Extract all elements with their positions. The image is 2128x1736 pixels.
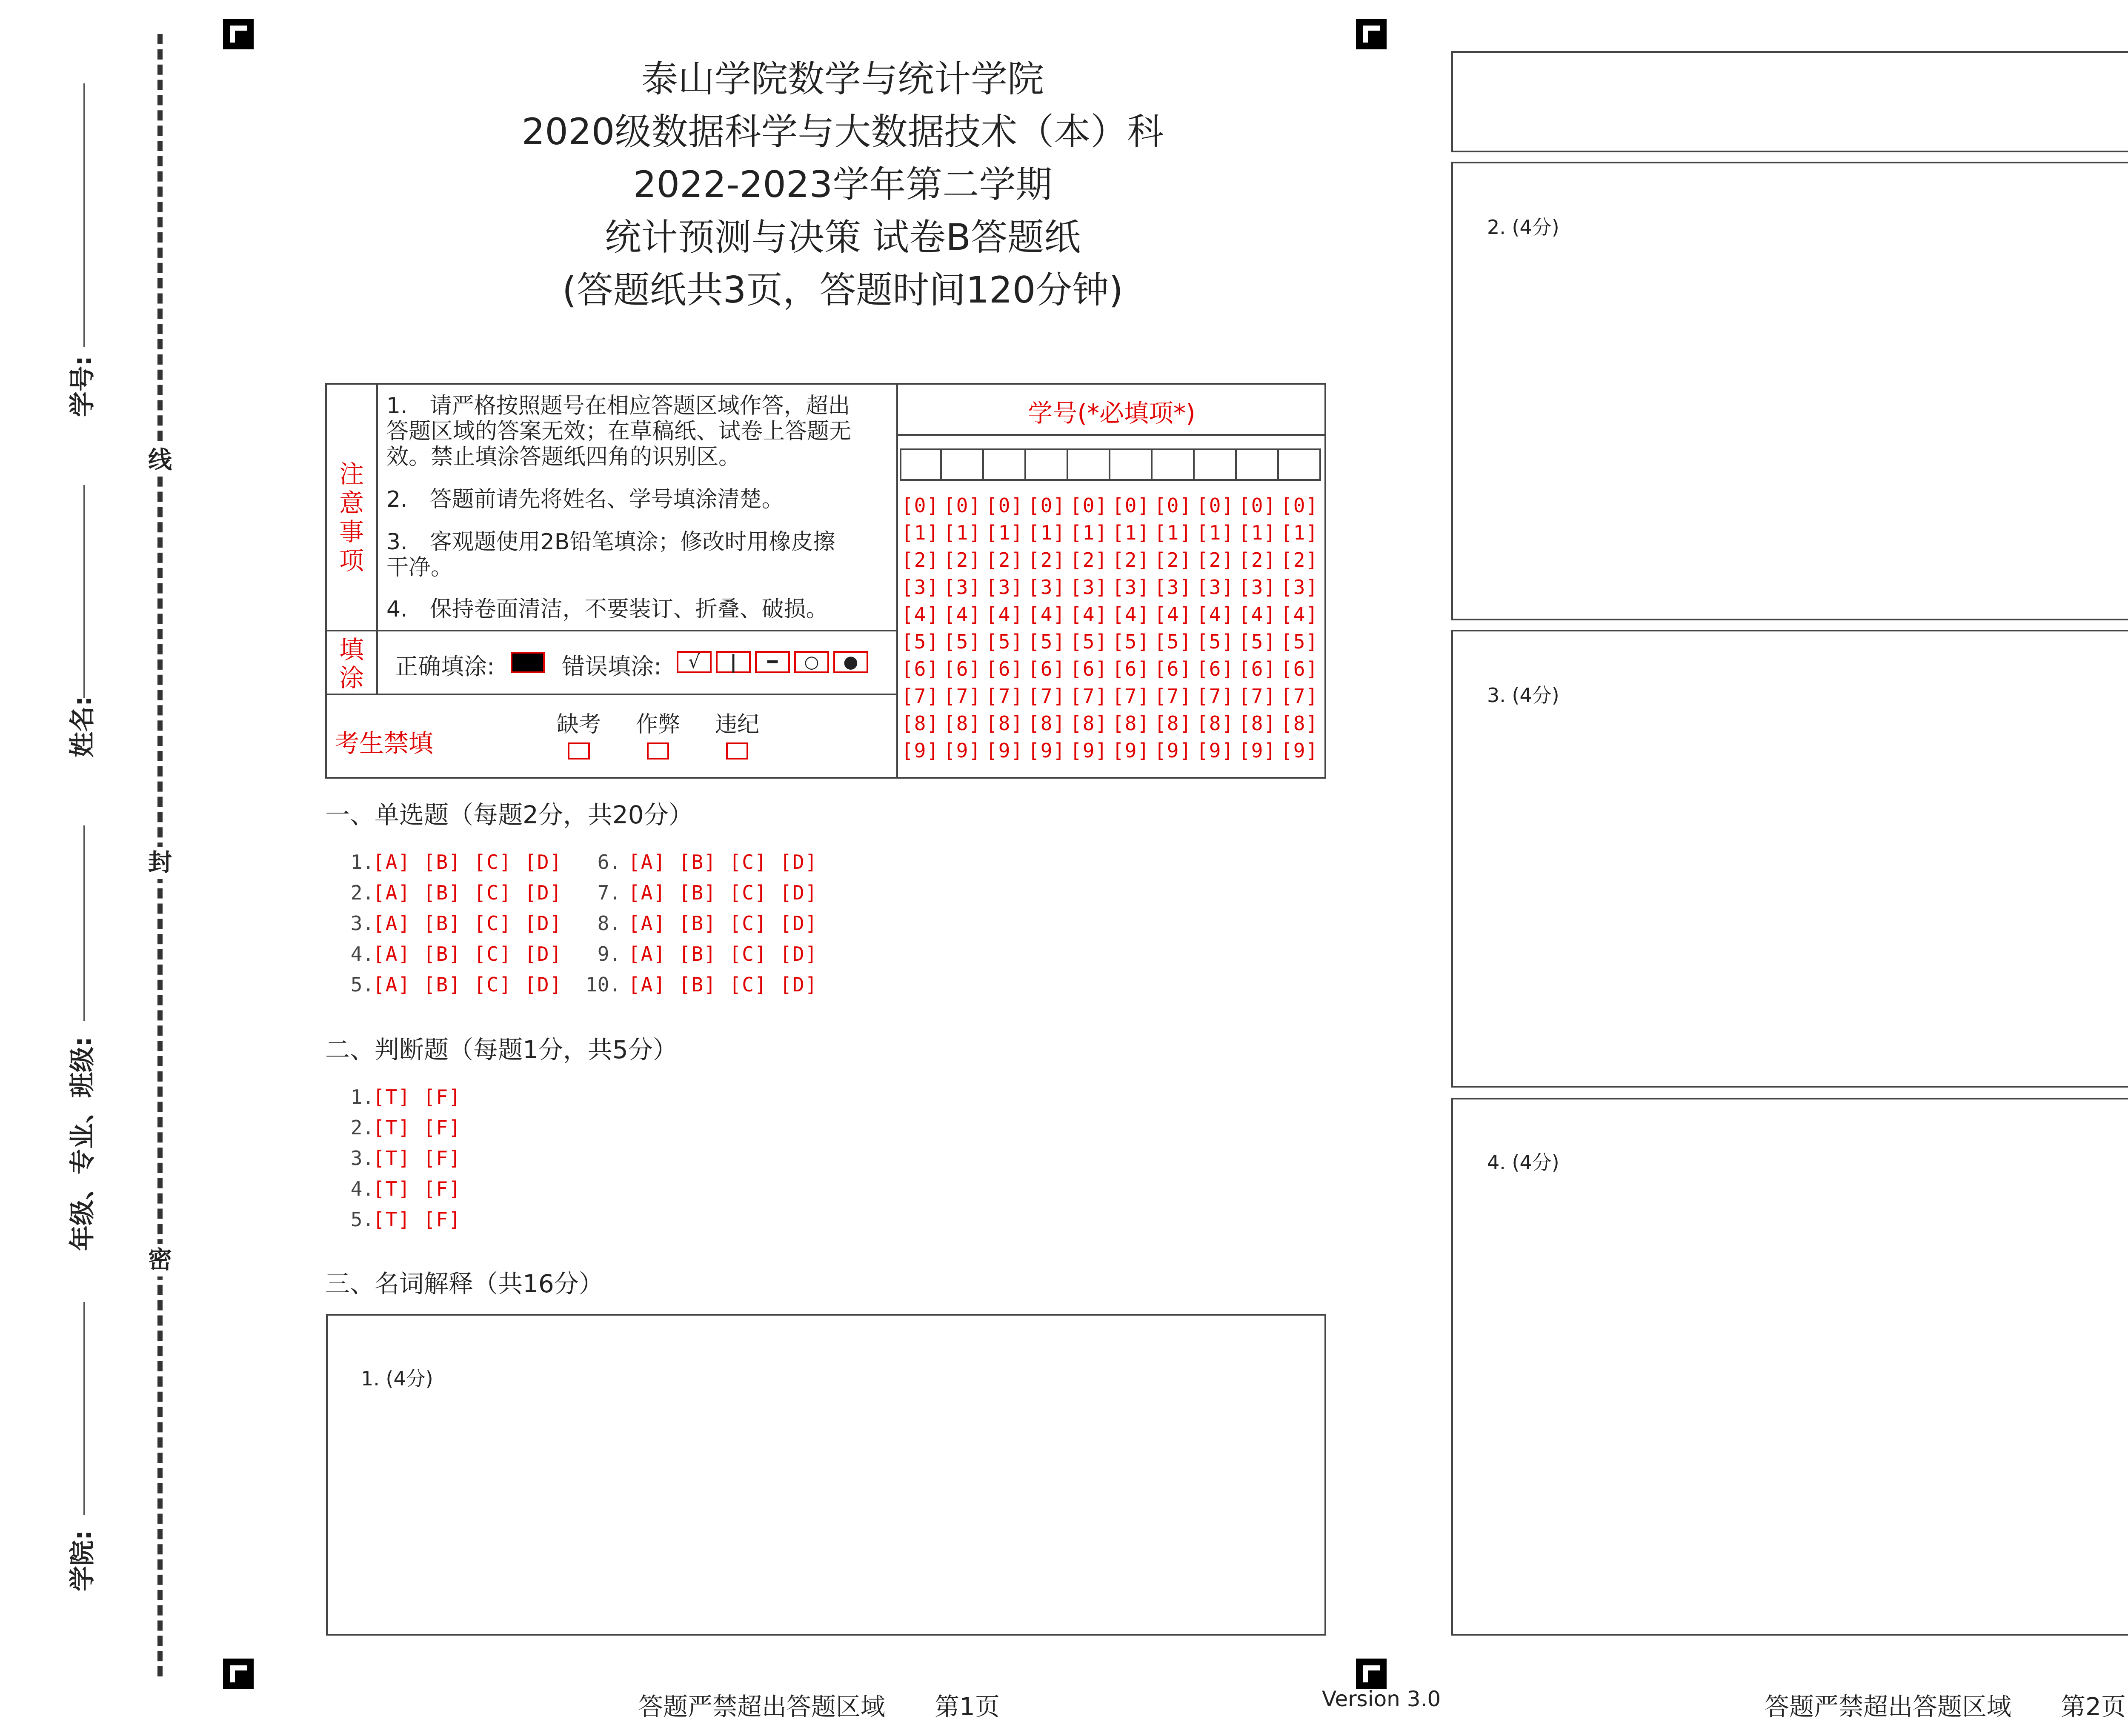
question-score-q3: 3. (4分) bbox=[1487, 684, 1559, 707]
side-label-class: 年级、专业、班级: bbox=[68, 1036, 97, 1251]
id-bubble[interactable]: [7] bbox=[1112, 685, 1150, 708]
class-write-line bbox=[83, 825, 85, 1021]
title-info: (答题纸共3页，答题时间120分钟) bbox=[562, 269, 1123, 311]
id-column bbox=[986, 492, 1028, 764]
id-write-box[interactable] bbox=[1279, 448, 1321, 481]
mcq-options[interactable]: [A] [B] [C] [D] bbox=[373, 912, 563, 935]
mcq-number: 10. bbox=[586, 973, 621, 996]
id-bubble[interactable]: [7] bbox=[944, 685, 982, 708]
answer-box-top-continuation[interactable] bbox=[1451, 51, 2128, 152]
forbidden-absent-box[interactable] bbox=[568, 742, 590, 760]
notice-item-4: 4. 保持卷面清洁，不要装订、折叠、破损。 bbox=[386, 597, 828, 622]
id-bubble[interactable]: [4] bbox=[901, 603, 940, 626]
id-bubble[interactable]: [4] bbox=[1112, 603, 1150, 626]
forbidden-label: 考生禁填 bbox=[335, 729, 434, 758]
id-bubble[interactable]: [1] bbox=[1196, 521, 1235, 544]
notice-item-2: 2. 答题前请先将姓名、学号填涂清楚。 bbox=[386, 487, 784, 512]
id-write-box[interactable] bbox=[1195, 448, 1237, 481]
id-bubble[interactable]: [6] bbox=[901, 657, 940, 680]
id-bubble[interactable]: [5] bbox=[1154, 630, 1193, 653]
id-write-box[interactable] bbox=[1153, 448, 1195, 481]
id-column bbox=[1154, 492, 1196, 764]
id-bubble[interactable]: [2] bbox=[1028, 548, 1066, 571]
id-bubble[interactable]: [5] bbox=[944, 630, 982, 653]
mcq-options[interactable]: [A] [B] [C] [D] bbox=[628, 881, 818, 904]
id-bubble[interactable]: [3] bbox=[944, 576, 982, 599]
id-bubble[interactable]: [9] bbox=[944, 739, 982, 762]
id-bubble[interactable]: [4] bbox=[1196, 603, 1235, 626]
id-bubble[interactable]: [8] bbox=[1028, 712, 1066, 735]
id-bubble[interactable]: [8] bbox=[1154, 712, 1193, 735]
footer-page1: 答题严禁超出答题区域 第1页 bbox=[638, 1692, 1000, 1721]
tf-row bbox=[339, 1143, 461, 1174]
tf-number: 4. bbox=[339, 1177, 375, 1200]
info-box-divider-vertical bbox=[896, 383, 898, 779]
id-bubble[interactable]: [9] bbox=[901, 739, 940, 762]
wrong-sample-dash: ━ bbox=[755, 651, 790, 673]
mcq-options[interactable]: [A] [B] [C] [D] bbox=[628, 851, 818, 874]
id-bubble[interactable]: [5] bbox=[1070, 630, 1108, 653]
question-score-q4: 4. (4分) bbox=[1487, 1151, 1559, 1174]
section2-title: 二、判断题（每题1分，共5分） bbox=[325, 1035, 678, 1064]
id-bubble[interactable]: [6] bbox=[1154, 657, 1193, 680]
id-column bbox=[1196, 492, 1238, 764]
forbidden-violation bbox=[712, 706, 763, 761]
id-bubble[interactable]: [3] bbox=[1238, 576, 1277, 599]
mcq-options[interactable]: [A] [B] [C] [D] bbox=[373, 881, 563, 904]
mcq-row bbox=[339, 939, 841, 969]
tf-options[interactable]: [T] [F] bbox=[373, 1116, 461, 1139]
id-bubble[interactable]: [2] bbox=[1281, 548, 1319, 571]
mcq-options[interactable]: [A] [B] [C] [D] bbox=[373, 973, 563, 996]
id-bubble[interactable]: [5] bbox=[1028, 630, 1066, 653]
id-bubble[interactable]: [0] bbox=[1281, 494, 1319, 517]
id-bubble[interactable]: [0] bbox=[901, 494, 940, 517]
id-write-box[interactable] bbox=[1026, 448, 1068, 481]
title-term: 2022-2023学年第二学期 bbox=[633, 163, 1053, 206]
mcq-number: 1. bbox=[339, 851, 375, 874]
id-bubble[interactable]: [7] bbox=[1028, 685, 1066, 708]
section1-title: 一、单选题（每题2分，共20分） bbox=[325, 800, 693, 829]
id-bubble[interactable]: [8] bbox=[986, 712, 1024, 735]
id-bubble[interactable]: [1] bbox=[1281, 521, 1319, 544]
id-bubble[interactable]: [6] bbox=[1238, 657, 1277, 680]
footer-version: Version 3.0 bbox=[1322, 1687, 1441, 1711]
id-bubble[interactable]: [1] bbox=[944, 521, 982, 544]
id-bubble[interactable]: [7] bbox=[1281, 685, 1319, 708]
id-bubble[interactable]: [2] bbox=[1070, 548, 1108, 571]
id-bubble[interactable]: [4] bbox=[1281, 603, 1319, 626]
id-bubble[interactable]: [4] bbox=[1070, 603, 1108, 626]
tf-number: 3. bbox=[339, 1147, 375, 1170]
tf-row bbox=[339, 1174, 461, 1204]
id-bubble[interactable]: [3] bbox=[1154, 576, 1193, 599]
id-bubble[interactable]: [6] bbox=[1028, 657, 1066, 680]
id-bubble[interactable]: [0] bbox=[1028, 494, 1066, 517]
tf-options[interactable]: [T] [F] bbox=[373, 1177, 461, 1200]
id-bubble[interactable]: [3] bbox=[1196, 576, 1235, 599]
id-bubble[interactable]: [2] bbox=[1154, 548, 1193, 571]
tf-row bbox=[339, 1112, 461, 1143]
id-bubble[interactable]: [6] bbox=[1281, 657, 1319, 680]
tf-row bbox=[339, 1082, 461, 1112]
id-bubble[interactable]: [4] bbox=[1028, 603, 1066, 626]
corner-marker-bottom-center bbox=[1356, 1659, 1387, 1689]
id-bubble[interactable]: [2] bbox=[986, 548, 1024, 571]
mcq-number: 8. bbox=[586, 912, 621, 935]
id-bubble[interactable]: [9] bbox=[1238, 739, 1277, 762]
wrong-sample-circle: ○ bbox=[794, 651, 829, 673]
id-column bbox=[1112, 492, 1154, 764]
fill-label: 填涂 bbox=[339, 635, 364, 692]
mcq-row bbox=[339, 877, 841, 908]
id-bubble[interactable]: [6] bbox=[1070, 657, 1108, 680]
student-id-bubble-grid bbox=[901, 492, 1323, 764]
id-bubble[interactable]: [9] bbox=[1028, 739, 1066, 762]
id-bubble[interactable]: [9] bbox=[1154, 739, 1193, 762]
student-id-write-line bbox=[83, 83, 85, 347]
id-bubble[interactable]: [0] bbox=[1154, 494, 1193, 517]
id-bubble[interactable]: [4] bbox=[1238, 603, 1277, 626]
id-bubble[interactable]: [4] bbox=[944, 603, 982, 626]
fill-correct-label: 正确填涂: bbox=[395, 653, 495, 680]
tf-number: 2. bbox=[339, 1116, 375, 1139]
side-label-name: 姓名: bbox=[68, 696, 97, 757]
id-bubble[interactable]: [5] bbox=[1281, 630, 1319, 653]
student-id-title-divider bbox=[898, 434, 1325, 436]
fold-mark-xian: 线 bbox=[144, 444, 176, 477]
corner-marker-top-center bbox=[1356, 19, 1387, 49]
id-bubble[interactable]: [7] bbox=[901, 685, 940, 708]
fill-wrong-label: 错误填涂: bbox=[562, 653, 662, 680]
wrong-sample-check: √ bbox=[677, 651, 712, 673]
id-bubble[interactable]: [7] bbox=[1196, 685, 1235, 708]
id-bubble[interactable]: [0] bbox=[944, 494, 982, 517]
id-write-box[interactable] bbox=[1068, 448, 1110, 481]
mcq-options[interactable]: [A] [B] [C] [D] bbox=[373, 942, 563, 965]
name-write-line bbox=[83, 485, 85, 698]
id-bubble[interactable]: [8] bbox=[1070, 712, 1108, 735]
mcq-row bbox=[339, 969, 841, 1000]
id-bubble[interactable]: [8] bbox=[1238, 712, 1277, 735]
id-column bbox=[1238, 492, 1281, 764]
id-bubble[interactable]: [3] bbox=[901, 576, 940, 599]
id-write-box[interactable] bbox=[942, 448, 984, 481]
id-bubble[interactable]: [5] bbox=[986, 630, 1024, 653]
mcq-number: 2. bbox=[339, 881, 375, 904]
section2-grid bbox=[339, 1082, 461, 1235]
id-bubble[interactable]: [2] bbox=[1196, 548, 1235, 571]
id-bubble[interactable]: [5] bbox=[1238, 630, 1277, 653]
answer-box-q1[interactable] bbox=[326, 1314, 1326, 1636]
id-bubble[interactable]: [0] bbox=[1070, 494, 1108, 517]
id-bubble[interactable]: [0] bbox=[1112, 494, 1150, 517]
id-bubble[interactable]: [0] bbox=[986, 494, 1024, 517]
id-bubble[interactable]: [4] bbox=[1154, 603, 1193, 626]
mcq-number: 6. bbox=[586, 851, 621, 874]
forbidden-violation-label: 违纪 bbox=[715, 712, 759, 737]
fill-bottom-divider bbox=[325, 694, 897, 695]
forbidden-cheat bbox=[632, 706, 684, 761]
fill-wrong-samples bbox=[677, 651, 868, 673]
id-bubble[interactable]: [1] bbox=[1238, 521, 1277, 544]
id-bubble[interactable]: [8] bbox=[1196, 712, 1235, 735]
mcq-row bbox=[339, 908, 841, 939]
id-bubble[interactable]: [5] bbox=[901, 630, 940, 653]
id-write-box[interactable] bbox=[1110, 448, 1153, 481]
id-bubble[interactable]: [9] bbox=[1196, 739, 1235, 762]
id-bubble[interactable]: [0] bbox=[1196, 494, 1235, 517]
notice-label: 注意事项 bbox=[339, 460, 364, 575]
college-write-line bbox=[83, 1302, 85, 1515]
id-bubble[interactable]: [1] bbox=[1070, 521, 1108, 544]
id-bubble[interactable]: [1] bbox=[986, 521, 1024, 544]
id-bubble[interactable]: [9] bbox=[1112, 739, 1150, 762]
id-bubble[interactable]: [1] bbox=[901, 521, 940, 544]
id-bubble[interactable]: [6] bbox=[1112, 657, 1150, 680]
id-bubble[interactable]: [2] bbox=[901, 548, 940, 571]
id-bubble[interactable]: [6] bbox=[986, 657, 1024, 680]
mcq-options[interactable]: [A] [B] [C] [D] bbox=[628, 973, 818, 996]
footer-page2: 答题严禁超出答题区域 第2页 bbox=[1765, 1692, 2126, 1721]
forbidden-absent-label: 缺考 bbox=[556, 712, 601, 737]
tf-number: 5. bbox=[339, 1208, 375, 1231]
mcq-options[interactable]: [A] [B] [C] [D] bbox=[373, 851, 563, 874]
id-bubble[interactable]: [9] bbox=[1281, 739, 1319, 762]
section3-title: 三、名词解释（共16分） bbox=[325, 1269, 604, 1298]
id-column bbox=[944, 492, 986, 764]
answer-box-q4[interactable] bbox=[1451, 1098, 2128, 1636]
id-write-box[interactable] bbox=[984, 448, 1026, 481]
id-bubble[interactable]: [0] bbox=[1238, 494, 1277, 517]
title-class: 2020级数据科学与大数据技术（本）科 bbox=[521, 111, 1164, 153]
id-bubble[interactable]: [5] bbox=[1196, 630, 1235, 653]
id-bubble[interactable]: [3] bbox=[1281, 576, 1319, 599]
question-score-q1: 1. (4分) bbox=[361, 1367, 433, 1390]
title-exam: 统计预测与决策 试卷B答题纸 bbox=[604, 216, 1081, 259]
id-bubble[interactable]: [7] bbox=[1070, 685, 1108, 708]
mcq-number: 5. bbox=[339, 973, 375, 996]
id-bubble[interactable]: [7] bbox=[986, 685, 1024, 708]
id-column bbox=[1070, 492, 1112, 764]
id-bubble[interactable]: [2] bbox=[1238, 548, 1277, 571]
side-label-student-id: 学号: bbox=[68, 356, 97, 417]
side-label-college: 学院: bbox=[68, 1530, 97, 1591]
notice-label-divider bbox=[376, 383, 378, 694]
id-write-box[interactable] bbox=[900, 448, 942, 481]
notice-bottom-divider bbox=[325, 630, 897, 631]
id-bubble[interactable]: [9] bbox=[986, 739, 1024, 762]
id-bubble[interactable]: [1] bbox=[1154, 521, 1193, 544]
mcq-options[interactable]: [A] [B] [C] [D] bbox=[628, 912, 818, 935]
id-bubble[interactable]: [2] bbox=[944, 548, 982, 571]
fold-mark-feng: 封 bbox=[144, 847, 176, 879]
wrong-sample-bar: | bbox=[716, 651, 751, 673]
title-school: 泰山学院数学与统计学院 bbox=[641, 58, 1044, 100]
tf-options[interactable]: [T] [F] bbox=[373, 1085, 461, 1108]
id-bubble[interactable]: [7] bbox=[1238, 685, 1277, 708]
forbidden-absent bbox=[553, 706, 604, 761]
id-bubble[interactable]: [4] bbox=[986, 603, 1024, 626]
id-bubble[interactable]: [6] bbox=[1196, 657, 1235, 680]
mcq-options[interactable]: [A] [B] [C] [D] bbox=[628, 942, 818, 965]
corner-marker-top-left bbox=[223, 19, 254, 49]
tf-options[interactable]: [T] [F] bbox=[373, 1147, 461, 1170]
id-bubble[interactable]: [1] bbox=[1112, 521, 1150, 544]
forbidden-cheat-label: 作弊 bbox=[635, 712, 680, 737]
mcq-number: 4. bbox=[339, 942, 375, 965]
section1-grid bbox=[339, 847, 841, 1000]
student-id-write-boxes bbox=[900, 448, 1321, 481]
id-column bbox=[1281, 492, 1323, 764]
id-bubble[interactable]: [8] bbox=[1281, 712, 1319, 735]
id-column bbox=[901, 492, 944, 764]
id-bubble[interactable]: [7] bbox=[1154, 685, 1193, 708]
fill-correct-sample bbox=[511, 652, 545, 673]
notice-item-1: 1. 请严格按照题号在相应答题区域作答，超出答题区域的答案无效；在草稿纸、试卷上答题无效。禁止填涂答题纸四角的识别区。 bbox=[386, 393, 852, 470]
student-id-title: 学号(*必填项*) bbox=[1028, 399, 1196, 428]
id-bubble[interactable]: [9] bbox=[1070, 739, 1108, 762]
id-bubble[interactable]: [6] bbox=[944, 657, 982, 680]
tf-options[interactable]: [T] [F] bbox=[373, 1208, 461, 1231]
forbidden-violation-box[interactable] bbox=[726, 742, 748, 760]
id-bubble[interactable]: [5] bbox=[1112, 630, 1150, 653]
id-bubble[interactable]: [3] bbox=[1112, 576, 1150, 599]
mcq-number: 3. bbox=[339, 912, 375, 935]
id-bubble[interactable]: [3] bbox=[1028, 576, 1066, 599]
mcq-number: 7. bbox=[586, 881, 621, 904]
id-write-box[interactable] bbox=[1237, 448, 1279, 481]
wrong-sample-dot: ● bbox=[833, 651, 868, 673]
notice-item-3: 3. 客观题使用2B铅笔填涂；修改时用橡皮擦干净。 bbox=[386, 529, 835, 580]
corner-marker-bottom-left bbox=[223, 1659, 254, 1689]
id-bubble[interactable]: [8] bbox=[944, 712, 982, 735]
id-bubble[interactable]: [1] bbox=[1028, 521, 1066, 544]
mcq-number: 9. bbox=[586, 942, 621, 965]
id-bubble[interactable]: [3] bbox=[986, 576, 1024, 599]
forbidden-cheat-box[interactable] bbox=[647, 742, 669, 760]
tf-number: 1. bbox=[339, 1085, 375, 1108]
fold-mark-mi: 密 bbox=[144, 1244, 176, 1276]
mcq-row bbox=[339, 847, 841, 877]
id-bubble[interactable]: [2] bbox=[1112, 548, 1150, 571]
id-bubble[interactable]: [3] bbox=[1070, 576, 1108, 599]
question-score-q2: 2. (4分) bbox=[1487, 216, 1559, 239]
id-column bbox=[1028, 492, 1070, 764]
id-bubble[interactable]: [8] bbox=[1112, 712, 1150, 735]
tf-row bbox=[339, 1204, 461, 1235]
id-bubble[interactable]: [8] bbox=[901, 712, 940, 735]
